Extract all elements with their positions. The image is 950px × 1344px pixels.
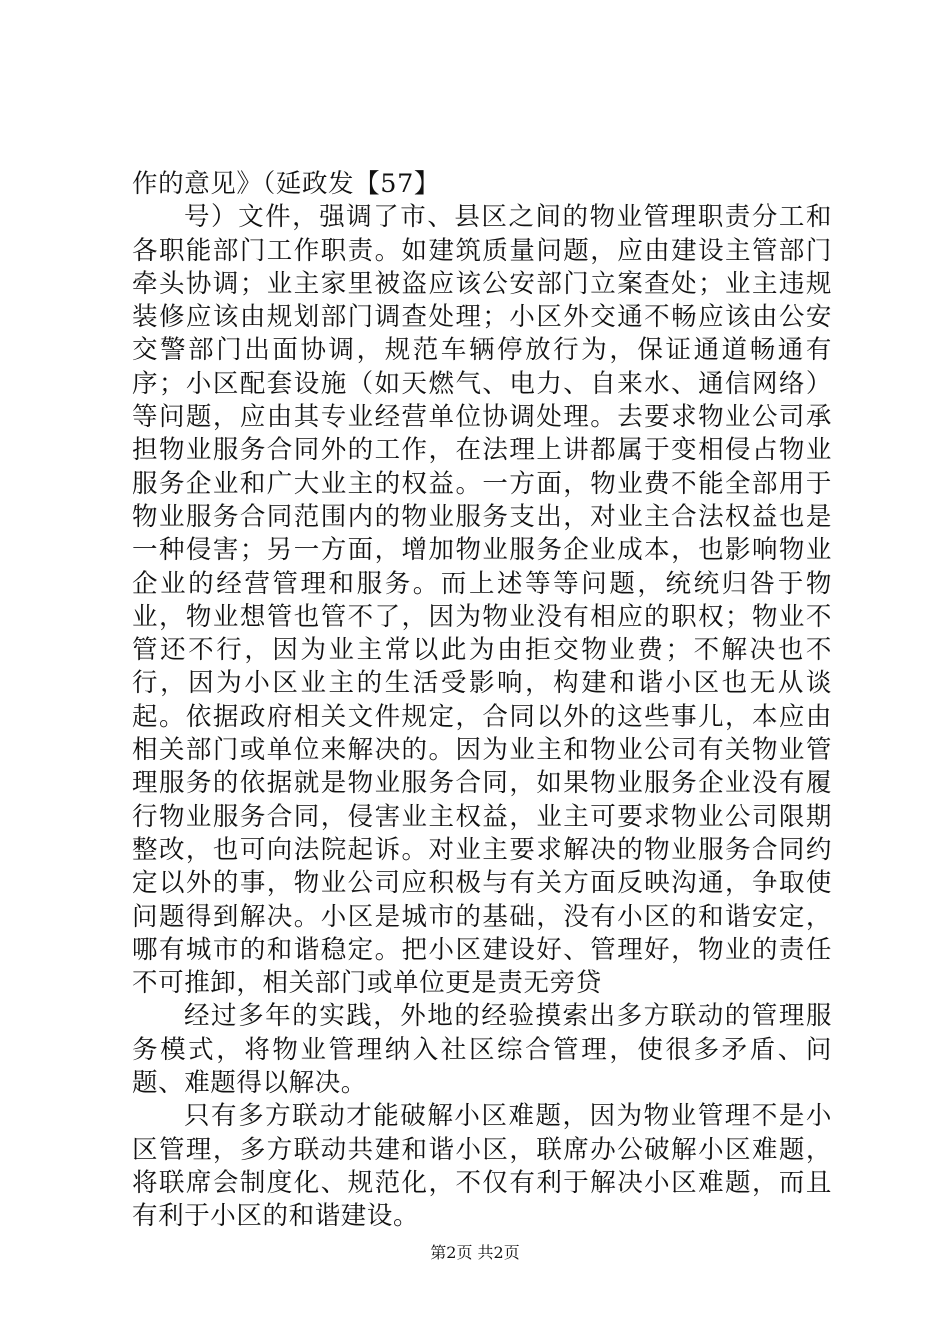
paragraph: 只有多方联动才能破解小区难题，因为物业管理不是小区管理，多方联动共建和谐小区，联席办公破解小区难题，将联席会制度化、规范化，不仅有利于解决小区难题，而且有利于小区的和谐建设。	[132, 1101, 832, 1232]
page-number-footer: 第2页 共2页	[430, 1243, 520, 1262]
document-body	[132, 168, 832, 1234]
paragraph: 号）文件，强调了市、县区之间的物业管理职责分工和各职能部门工作职责。如建筑质量问题，应由建设主管部门牵头协调；业主家里被盗应该公安部门立案查处；业主违规装修应该由规划部门调查处理；小区外交通不畅应该由公安交警部门出面协调，规范车辆停放行为，保证通道畅通有序；小区配套设施（如天燃气、电力、自来水、通信网络）等问题，应由其专业经营单位协调处理。去要求物业公司承担物业服务合同外的工作，在法理上讲都属于变相侵占物业服务企业和广大业主的权益。一方面，物业费不能全部用于物业服务合同范围内的物业服务支出，对业主合法权益也是一种侵害；另一方面，增加物业服务企业成本，也影响物业企业的经营管理和服务。而上述等等问题，统统归咎于物业，物业想管也管不了，因为物业没有相应的职权；物业不管还不行，因为业主常以此为由拒交物业费；不解决也不行，因为小区业主的生活受影响，构建和谐小区也无从谈起。依据政府相关文件规定，合同以外的这些事儿，本应由相关部门或单位来解决的。因为业主和物业公司有关物业管理服务的依据就是物业服务合同，如果物业服务企业没有履行物业服务合同，侵害业主权益，业主可要求物业公司限期整改，也可向法院起诉。对业主要求解决的物业服务合同约定以外的事，物业公司应积极与有关方面反映沟通，争取使问题得到解决。小区是城市的基础，没有小区的和谐安定，哪有城市的和谐稳定。把小区建设好、管理好，物业的责任不可推卸，相关部门或单位更是责无旁贷	[132, 202, 832, 999]
paragraph-continuation: 作的意见》（延政发【57】	[132, 169, 440, 199]
paragraph: 经过多年的实践，外地的经验摸索出多方联动的管理服务模式，将物业管理纳入社区综合管理，使很多矛盾、问题、难题得以解决。	[132, 1001, 832, 1099]
